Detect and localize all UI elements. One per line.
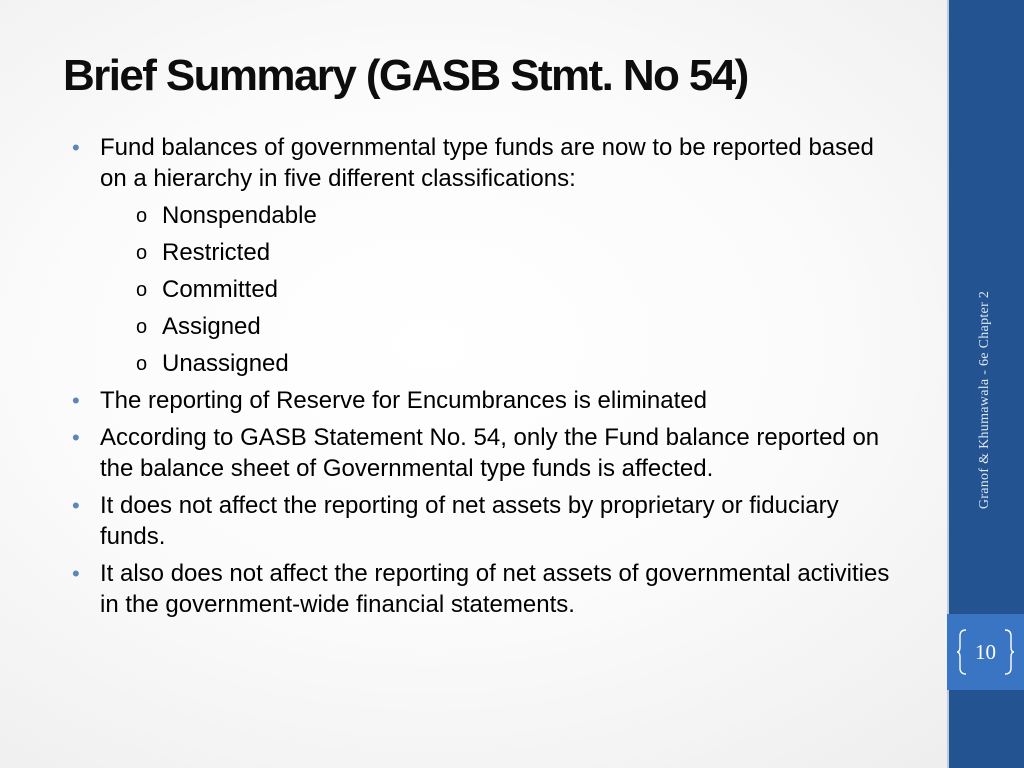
sub-item-text: Restricted: [162, 239, 271, 266]
bullet-text: According to GASB Statement No. 54, only the Fund balance reported on the balance sheet of Governmental type funds is affected.: [100, 424, 880, 482]
bullet-marker: •: [72, 493, 80, 518]
bullet-marker: •: [72, 561, 80, 586]
bullet-item: [72, 558, 890, 620]
slide-title: Brief Summary (GASB Stmt. No 54): [63, 51, 748, 100]
bullet-text: It does not affect the reporting of net assets by proprietary or fiduciary funds.: [100, 492, 839, 550]
sub-item: [100, 274, 890, 305]
bullet-item: [72, 132, 890, 379]
bullet-marker: •: [72, 388, 80, 413]
bullet-text: It also does not affect the reporting of net assets of governmental activities in the government-wide financial statements.: [100, 560, 890, 618]
sub-item-text: Unassigned: [162, 350, 289, 377]
bullet-list: [72, 132, 890, 626]
page-number: 10: [975, 640, 996, 664]
bullet-marker: •: [72, 135, 80, 160]
sub-item-text: Committed: [162, 276, 279, 303]
sub-item: [100, 311, 890, 342]
classification-list: [100, 200, 890, 379]
right-brace-icon: [1004, 629, 1014, 675]
bullet-text: The reporting of Reserve for Encumbrances is eliminated: [100, 387, 707, 414]
sub-item-text: Nonspendable: [162, 202, 317, 229]
sub-item: [100, 348, 890, 379]
bullet-item: [72, 490, 890, 552]
sub-bullet-marker: o: [136, 353, 148, 375]
sub-item-text: Assigned: [162, 313, 261, 340]
bullet-text: Fund balances of governmental type funds are now to be reported based on a hierarchy in five different classifications:: [100, 134, 874, 192]
sub-item: [100, 237, 890, 268]
bullet-item: [72, 385, 890, 416]
sub-bullet-marker: o: [136, 242, 148, 264]
bullet-marker: •: [72, 425, 80, 450]
sub-bullet-marker: o: [136, 316, 148, 338]
footer-chapter-label: Granof & Khumawala - 6e Chapter 2: [977, 290, 992, 510]
page-number-box: [947, 614, 1024, 690]
bullet-item: [72, 422, 890, 484]
sub-item: [100, 200, 890, 231]
sub-bullet-marker: o: [136, 279, 148, 301]
sub-bullet-marker: o: [136, 205, 148, 227]
